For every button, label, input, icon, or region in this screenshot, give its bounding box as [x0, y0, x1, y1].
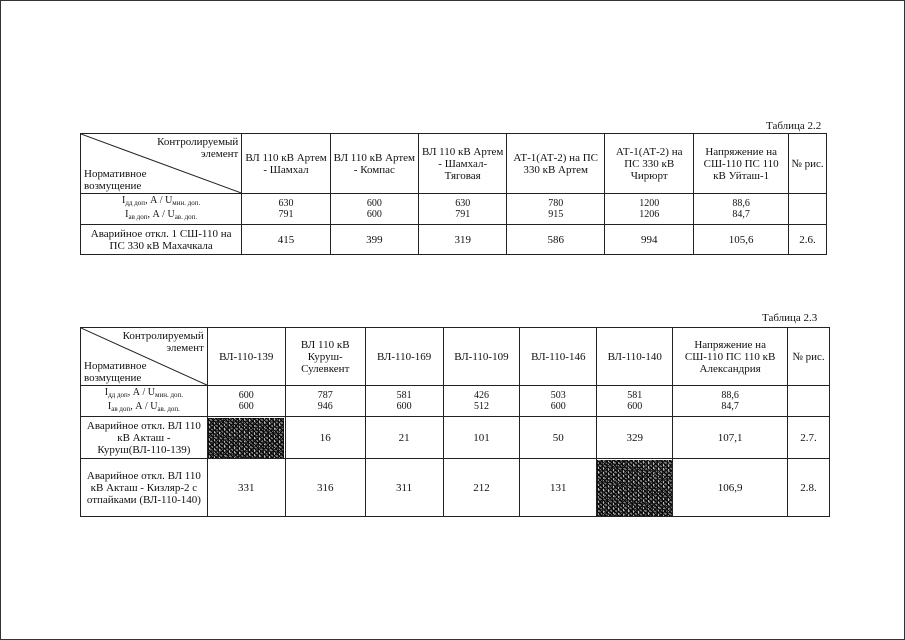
value-cell: 16 — [285, 417, 365, 459]
limit-cell: 88,6 84,7 — [694, 194, 789, 225]
corner-header — [81, 134, 242, 194]
limits-row — [81, 194, 827, 225]
limit-cell: 600 600 — [330, 194, 418, 225]
row-label: Аварийное откл. ВЛ 110 кВ Акташ - Куруш(ВЛ-110-139) — [81, 417, 208, 459]
column-header: ВЛ 110 кВ Куруш-Сулевкент — [285, 328, 365, 386]
blocked-cell — [597, 459, 673, 517]
table-row — [81, 417, 830, 459]
data-table-2-2 — [80, 133, 827, 255]
figure-number: 2.8. — [788, 459, 830, 517]
column-header: № рис. — [788, 328, 830, 386]
column-header: ВЛ-110-109 — [443, 328, 520, 386]
limit-cell: 581 600 — [365, 386, 443, 417]
column-header: ВЛ 110 кВ Артем - Компас — [330, 134, 418, 194]
blocked-cell — [207, 417, 285, 459]
table-caption: Таблица 2.3 — [762, 312, 818, 324]
column-header: ВЛ-110-140 — [597, 328, 673, 386]
limit-cell: 88,6 84,7 — [673, 386, 788, 417]
limit-cell — [788, 386, 830, 417]
column-header: Напряжение на СШ-110 ПС 110 кВ Уйташ-1 — [694, 134, 789, 194]
limit-cell: 600 600 — [207, 386, 285, 417]
hatched-fill — [208, 418, 284, 458]
corner-top-label: Контролируемый элемент — [157, 136, 239, 160]
column-header: ВЛ 110 кВ Артем - Шамхал — [242, 134, 330, 194]
row-label: Аварийное откл. ВЛ 110 кВ Акташ - Кизляр-2 с отпайками (ВЛ-110-140) — [81, 459, 208, 517]
figure-number: 2.6. — [788, 225, 826, 255]
value-cell: 994 — [605, 225, 694, 255]
limit-cell: 787 946 — [285, 386, 365, 417]
value-cell: 311 — [365, 459, 443, 517]
value-cell: 399 — [330, 225, 418, 255]
limit-cell: 426 512 — [443, 386, 520, 417]
limits-row — [81, 386, 830, 417]
column-header: ВЛ-110-139 — [207, 328, 285, 386]
limit-cell — [788, 194, 826, 225]
value-cell: 107,1 — [673, 417, 788, 459]
limit-cell: 1200 1206 — [605, 194, 694, 225]
header-row — [81, 134, 827, 194]
value-cell: 21 — [365, 417, 443, 459]
limit-cell: 780 915 — [507, 194, 605, 225]
hatched-fill — [597, 460, 672, 516]
corner-bottom-label: Нормативное возмущение — [84, 360, 147, 384]
figure-number: 2.7. — [788, 417, 830, 459]
value-cell: 316 — [285, 459, 365, 517]
corner-header — [81, 328, 208, 386]
column-header: № рис. — [788, 134, 826, 194]
column-header: Напряжение на СШ-110 ПС 110 кВ Александрия — [673, 328, 788, 386]
value-cell: 331 — [207, 459, 285, 517]
value-cell: 131 — [520, 459, 597, 517]
value-cell: 319 — [419, 225, 507, 255]
value-cell: 586 — [507, 225, 605, 255]
column-header: ВЛ-110-146 — [520, 328, 597, 386]
column-header: ВЛ 110 кВ Артем - Шамхал-Тяговая — [419, 134, 507, 194]
limits-label: $I_{дд доп}$, А / $U_{мин. доп.}$ $I_{ав доп}$, А / $U_{ав. доп.}$ — [81, 386, 208, 417]
limit-cell: 503 600 — [520, 386, 597, 417]
value-cell: 415 — [242, 225, 330, 255]
limits-label: $I_{дд доп}$, А / $U_{мин. доп.}$ $I_{ав доп}$, А / $U_{ав. доп.}$ — [81, 194, 242, 225]
header-row — [81, 328, 830, 386]
column-header: ВЛ-110-169 — [365, 328, 443, 386]
value-cell: 105,6 — [694, 225, 789, 255]
corner-top-label: Контролируемый элемент — [122, 330, 204, 354]
corner-bottom-label: Нормативное возмущение — [84, 168, 147, 192]
limit-cell: 581 600 — [597, 386, 673, 417]
table-row — [81, 459, 830, 517]
value-cell: 212 — [443, 459, 520, 517]
value-cell: 329 — [597, 417, 673, 459]
data-table-2-3 — [80, 327, 830, 517]
value-cell: 101 — [443, 417, 520, 459]
limit-cell: 630 791 — [419, 194, 507, 225]
table-row — [81, 225, 827, 255]
row-label: Аварийное откл. 1 СШ-110 на ПС 330 кВ Махачкала — [81, 225, 242, 255]
limit-cell: 630 791 — [242, 194, 330, 225]
value-cell: 50 — [520, 417, 597, 459]
value-cell: 106,9 — [673, 459, 788, 517]
table-caption: Таблица 2.2 — [766, 120, 822, 132]
column-header: АТ-1(АТ-2) на ПС 330 кВ Чирюрт — [605, 134, 694, 194]
column-header: АТ-1(АТ-2) на ПС 330 кВ Артем — [507, 134, 605, 194]
